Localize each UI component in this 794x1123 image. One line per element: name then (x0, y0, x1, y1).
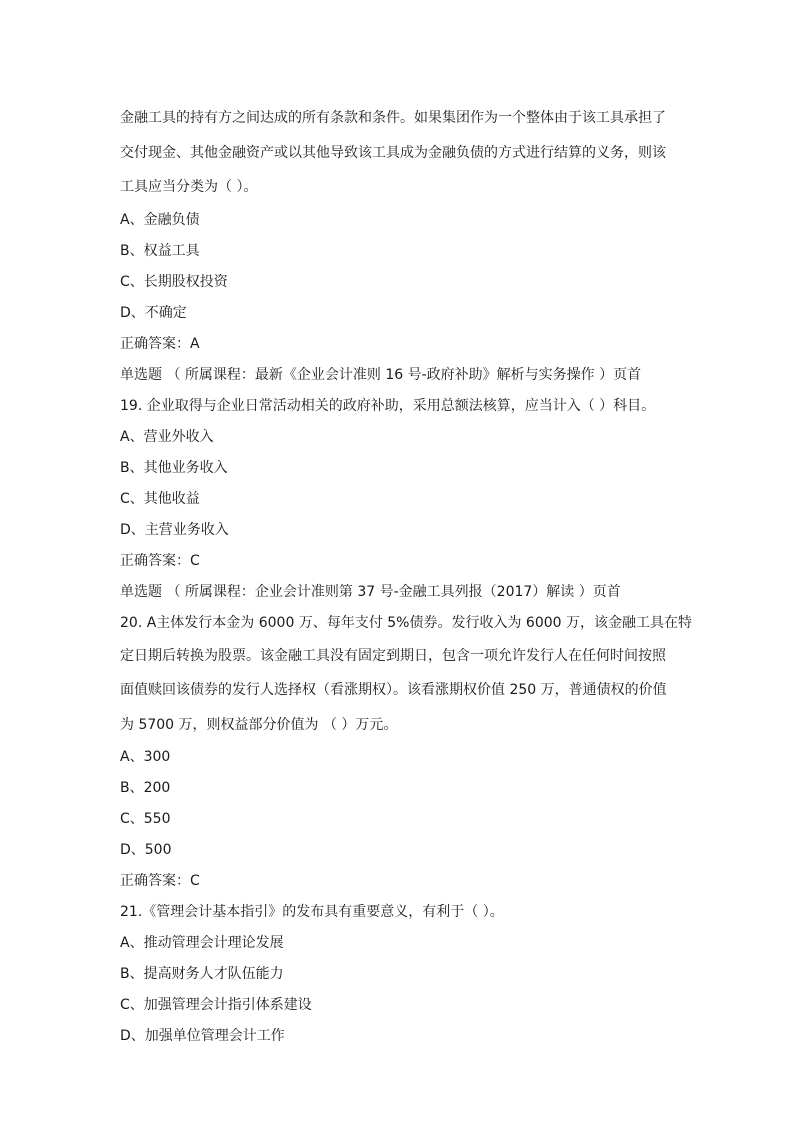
option-b: B、提高财务人才队伍能力 (120, 966, 284, 982)
question-stem: 21.《管理会计基本指引》的发布具有重要意义，有利于（ ）。 (120, 904, 504, 920)
question-text-line: 20. A主体发行本金为 6000 万、每年支付 5%债券。发行收入为 6000 万，该金融工具在特 (120, 614, 693, 631)
option-a: A、营业外收入 (120, 428, 214, 445)
option-a: A、300 (120, 749, 171, 765)
question-stem: 19. 企业取得与企业日常活动相关的政府补助，采用总额法核算，应当计入（ ）科目。 (120, 397, 656, 414)
question-18-tail (120, 101, 680, 360)
option-a: A、金融负债 (120, 211, 200, 228)
question-text-line: 定日期后转换为股票。该金融工具没有固定到期日，包含一项允许发行人在任何时间按照 (120, 647, 666, 664)
option-c: C、长期股权投资 (120, 273, 228, 290)
option-b: B、200 (120, 780, 171, 796)
correct-answer: 正确答案：C (120, 552, 200, 569)
option-c: C、加强管理会计指引体系建设 (120, 997, 312, 1013)
option-d: D、500 (120, 842, 172, 858)
question-text-line: 交付现金、其他金融资产或以其他导致该工具成为金融负债的方式进行结算的义务，则该 (120, 144, 666, 161)
option-a: A、推动管理会计理论发展 (120, 935, 284, 951)
question-text-line: 面值赎回该债券的发行人选择权（看涨期权）。该看涨期权价值 250 万，普通债权的价值 (120, 682, 667, 698)
question-20 (120, 577, 693, 898)
question-text-line: 金融工具的持有方之间达成的所有条款和条件。如果集团作为一个整体由于该工具承担了 (120, 110, 666, 126)
option-c: C、550 (120, 811, 171, 827)
correct-answer: 正确答案：A (120, 335, 200, 352)
question-header: 单选题 （ 所属课程：企业会计准则第 37 号-金融工具列报（2017）解读 ）页首 (120, 583, 621, 600)
option-b: B、权益工具 (120, 242, 200, 259)
question-text-line: 工具应当分类为（ ）。 (120, 179, 258, 195)
option-d: D、加强单位管理会计工作 (120, 1028, 285, 1044)
option-c: C、其他收益 (120, 490, 200, 507)
option-d: D、主营业务收入 (120, 521, 229, 538)
option-b: B、其他业务收入 (120, 459, 228, 476)
correct-answer: 正确答案：C (120, 873, 200, 889)
option-d: D、不确定 (120, 304, 187, 321)
question-19 (120, 360, 680, 577)
question-header: 单选题 （ 所属课程：最新《企业会计准则 16 号-政府补助》解析与实务操作 ）页首 (120, 366, 642, 383)
question-text-line: 为 5700 万，则权益部分价值为 （ ）万元。 (120, 716, 398, 733)
document-body (120, 101, 693, 1052)
question-21 (120, 897, 680, 1052)
